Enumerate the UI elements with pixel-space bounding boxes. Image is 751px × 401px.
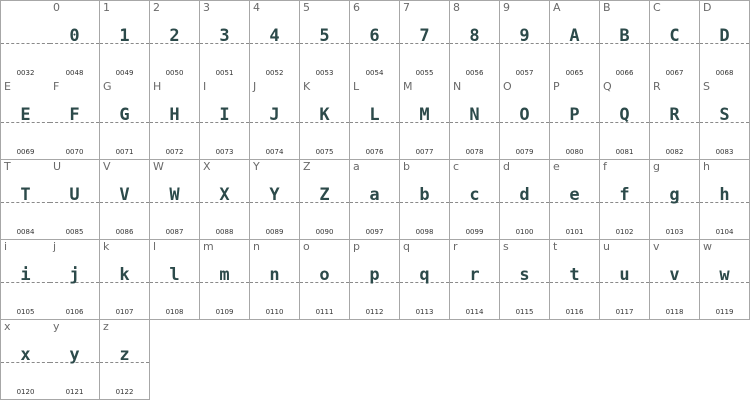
glyph-cell	[700, 160, 750, 240]
glyph-label: N	[453, 80, 462, 93]
glyph-preview: a	[369, 185, 380, 205]
glyph-preview: k	[119, 265, 130, 285]
glyph-cell	[50, 160, 100, 240]
glyph-cell	[450, 80, 500, 160]
glyph-preview: e	[569, 185, 580, 205]
char-code: 0066	[615, 69, 634, 77]
char-code: 0098	[415, 228, 434, 236]
char-code: 0116	[565, 308, 584, 316]
char-code: 0114	[465, 308, 484, 316]
glyph-cell	[350, 160, 400, 240]
glyph-cell	[100, 240, 150, 320]
glyph-cell	[200, 160, 250, 240]
glyph-cell	[400, 0, 450, 81]
glyph-preview: j	[69, 265, 80, 285]
char-code: 0102	[615, 228, 634, 236]
glyph-cell	[500, 240, 550, 320]
glyph-label: k	[103, 240, 110, 253]
glyph-preview: p	[369, 265, 380, 285]
char-code: 0117	[615, 308, 634, 316]
glyph-preview: v	[669, 265, 680, 285]
glyph-cell	[400, 80, 450, 160]
glyph-label: W	[153, 160, 164, 173]
glyph-cell	[700, 80, 750, 160]
glyph-cell	[650, 80, 700, 160]
glyph-preview: S	[719, 105, 730, 125]
char-code: 0081	[615, 148, 634, 156]
glyph-label: 0	[53, 1, 60, 14]
char-code: 0112	[365, 308, 384, 316]
glyph-label: o	[303, 240, 310, 253]
glyph-cell	[300, 240, 350, 320]
glyph-label: t	[553, 240, 558, 253]
glyph-cell	[0, 0, 51, 81]
char-code: 0078	[465, 148, 484, 156]
char-code: 0090	[315, 228, 334, 236]
glyph-preview: c	[469, 185, 480, 205]
glyph-preview: F	[69, 105, 80, 125]
char-code: 0111	[315, 308, 334, 316]
glyph-label: U	[53, 160, 62, 173]
glyph-preview: B	[619, 26, 630, 46]
char-code: 0050	[165, 69, 184, 77]
glyph-label: a	[353, 160, 360, 173]
glyph-preview: P	[569, 105, 580, 125]
char-code: 0075	[315, 148, 334, 156]
glyph-preview: h	[719, 185, 730, 205]
char-code: 0070	[65, 148, 84, 156]
char-code: 0087	[165, 228, 184, 236]
glyph-cell	[100, 80, 150, 160]
glyph-cell	[200, 80, 250, 160]
glyph-preview: J	[269, 105, 280, 125]
glyph-cell	[250, 160, 300, 240]
glyph-label: 9	[503, 1, 510, 14]
char-code: 0074	[265, 148, 284, 156]
glyph-preview: 5	[319, 26, 330, 46]
glyph-cell	[250, 240, 300, 320]
char-code: 0077	[415, 148, 434, 156]
glyph-cell	[100, 0, 150, 81]
glyph-cell	[400, 160, 450, 240]
glyph-label: z	[103, 320, 109, 333]
char-code: 0069	[16, 148, 35, 156]
glyph-cell	[600, 0, 650, 81]
char-code: 0083	[715, 148, 734, 156]
glyph-cell	[350, 0, 400, 81]
baseline-guide	[1, 43, 50, 44]
char-code: 0082	[665, 148, 684, 156]
char-code: 0085	[65, 228, 84, 236]
glyph-preview: X	[219, 185, 230, 205]
glyph-cell	[600, 160, 650, 240]
char-code: 0051	[215, 69, 234, 77]
glyph-preview: 8	[469, 26, 480, 46]
glyph-preview: L	[369, 105, 380, 125]
glyph-label: B	[603, 1, 611, 14]
glyph-preview: g	[669, 185, 680, 205]
glyph-preview: 2	[169, 26, 180, 46]
glyph-preview: 7	[419, 26, 430, 46]
char-code: 0032	[16, 69, 35, 77]
glyph-label: F	[53, 80, 60, 93]
glyph-preview: o	[319, 265, 330, 285]
glyph-preview: O	[519, 105, 530, 125]
char-code: 0048	[65, 69, 84, 77]
glyph-label: R	[653, 80, 661, 93]
glyph-cell	[200, 240, 250, 320]
glyph-preview: n	[269, 265, 280, 285]
glyph-preview: K	[319, 105, 330, 125]
char-code: 0052	[265, 69, 284, 77]
glyph-cell	[0, 160, 51, 240]
glyph-cell	[50, 80, 100, 160]
char-code: 0055	[415, 69, 434, 77]
glyph-preview: Q	[619, 105, 630, 125]
glyph-label: 5	[303, 1, 310, 14]
glyph-label: G	[103, 80, 112, 93]
glyph-label: T	[4, 160, 11, 173]
glyph-preview: s	[519, 265, 530, 285]
glyph-label: i	[4, 240, 8, 253]
glyph-cell	[150, 80, 200, 160]
glyph-cell	[300, 160, 350, 240]
glyph-preview: W	[169, 185, 180, 205]
glyph-label: O	[503, 80, 512, 93]
char-code: 0101	[565, 228, 584, 236]
glyph-cell	[500, 80, 550, 160]
glyph-label: V	[103, 160, 111, 173]
glyph-cell	[450, 240, 500, 320]
glyph-preview: Z	[319, 185, 330, 205]
glyph-label: v	[653, 240, 660, 253]
glyph-label: M	[403, 80, 413, 93]
glyph-preview: b	[419, 185, 430, 205]
char-code: 0120	[16, 388, 35, 396]
glyph-cell	[650, 240, 700, 320]
glyph-cell	[300, 0, 350, 81]
glyph-preview: z	[119, 345, 130, 365]
glyph-cell	[50, 240, 100, 320]
glyph-label: D	[703, 1, 712, 14]
glyph-preview: m	[219, 265, 230, 285]
char-code: 0109	[215, 308, 234, 316]
glyph-label: H	[153, 80, 162, 93]
char-code: 0086	[115, 228, 134, 236]
glyph-label: I	[203, 80, 207, 93]
char-code: 0056	[465, 69, 484, 77]
glyph-label: g	[653, 160, 660, 173]
glyph-label: Y	[253, 160, 260, 173]
char-code: 0076	[365, 148, 384, 156]
glyph-label: s	[503, 240, 509, 253]
glyph-cell	[100, 320, 150, 400]
char-code: 0073	[215, 148, 234, 156]
glyph-preview: u	[619, 265, 630, 285]
char-code: 0100	[515, 228, 534, 236]
glyph-preview: C	[669, 26, 680, 46]
glyph-label: 7	[403, 1, 410, 14]
glyph-label: b	[403, 160, 410, 173]
char-code: 0121	[65, 388, 84, 396]
char-code: 0107	[115, 308, 134, 316]
glyph-cell	[150, 0, 200, 81]
glyph-label: 6	[353, 1, 360, 14]
glyph-label: S	[703, 80, 710, 93]
glyph-cell	[400, 240, 450, 320]
char-code: 0088	[215, 228, 234, 236]
glyph-label: 2	[153, 1, 160, 14]
char-code: 0122	[115, 388, 134, 396]
char-code: 0119	[715, 308, 734, 316]
glyph-label: e	[553, 160, 560, 173]
glyph-cell	[250, 80, 300, 160]
glyph-cell	[350, 240, 400, 320]
char-code: 0103	[665, 228, 684, 236]
char-code: 0113	[415, 308, 434, 316]
glyph-cell	[650, 160, 700, 240]
glyph-label: 3	[203, 1, 210, 14]
glyph-cell	[700, 0, 750, 81]
glyph-cell	[0, 80, 51, 160]
glyph-label: E	[4, 80, 11, 93]
glyph-preview: G	[119, 105, 130, 125]
char-code: 0099	[465, 228, 484, 236]
glyph-label: C	[653, 1, 661, 14]
glyph-preview: t	[569, 265, 580, 285]
glyph-cell	[550, 0, 600, 81]
glyph-label: q	[403, 240, 410, 253]
glyph-label: c	[453, 160, 460, 173]
glyph-preview: N	[469, 105, 480, 125]
glyph-preview: r	[469, 265, 480, 285]
glyph-cell	[50, 320, 100, 400]
char-code: 0115	[515, 308, 534, 316]
glyph-label: h	[703, 160, 710, 173]
glyph-preview: Y	[269, 185, 280, 205]
glyph-cell	[550, 240, 600, 320]
glyph-preview: d	[519, 185, 530, 205]
glyph-cell	[200, 0, 250, 81]
glyph-preview: 6	[369, 26, 380, 46]
glyph-label: J	[253, 80, 257, 93]
glyph-preview: 0	[69, 26, 80, 46]
glyph-label: L	[353, 80, 360, 93]
char-code: 0089	[265, 228, 284, 236]
glyph-preview: A	[569, 26, 580, 46]
glyph-cell	[0, 320, 51, 400]
char-code: 0080	[565, 148, 584, 156]
char-code: 0106	[65, 308, 84, 316]
glyph-preview: 4	[269, 26, 280, 46]
char-code: 0067	[665, 69, 684, 77]
glyph-label: w	[703, 240, 712, 253]
glyph-cell	[300, 80, 350, 160]
glyph-cell	[250, 0, 300, 81]
glyph-preview: U	[69, 185, 80, 205]
glyph-label: j	[53, 240, 57, 253]
glyph-label: f	[603, 160, 607, 173]
char-code: 0071	[115, 148, 134, 156]
glyph-preview: E	[20, 105, 31, 125]
glyph-preview: T	[20, 185, 31, 205]
glyph-label: y	[53, 320, 60, 333]
glyph-label: m	[203, 240, 214, 253]
glyph-preview: I	[219, 105, 230, 125]
glyph-cell	[150, 160, 200, 240]
glyph-preview: 1	[119, 26, 130, 46]
char-code: 0105	[16, 308, 35, 316]
glyph-cell	[700, 240, 750, 320]
glyph-cell	[0, 240, 51, 320]
char-code: 0057	[515, 69, 534, 77]
char-code: 0104	[715, 228, 734, 236]
glyph-cell	[500, 0, 550, 81]
glyph-label: r	[453, 240, 458, 253]
glyph-label: p	[353, 240, 360, 253]
glyph-label: K	[303, 80, 311, 93]
glyph-preview: x	[20, 345, 31, 365]
glyph-preview: f	[619, 185, 630, 205]
glyph-preview: D	[719, 26, 730, 46]
char-code: 0084	[16, 228, 35, 236]
glyph-label: 8	[453, 1, 460, 14]
char-code: 0054	[365, 69, 384, 77]
char-code: 0053	[315, 69, 334, 77]
glyph-label: n	[253, 240, 260, 253]
glyph-preview: q	[419, 265, 430, 285]
glyph-preview: V	[119, 185, 130, 205]
glyph-label: 4	[253, 1, 260, 14]
glyph-cell	[100, 160, 150, 240]
char-code: 0097	[365, 228, 384, 236]
char-code: 0108	[165, 308, 184, 316]
glyph-preview: w	[719, 265, 730, 285]
glyph-label: P	[553, 80, 560, 93]
glyph-label: Z	[303, 160, 311, 173]
glyph-preview: 3	[219, 26, 230, 46]
glyph-cell	[600, 80, 650, 160]
glyph-cell	[150, 240, 200, 320]
char-code: 0110	[265, 308, 284, 316]
char-code: 0065	[565, 69, 584, 77]
char-code: 0068	[715, 69, 734, 77]
glyph-label: x	[4, 320, 11, 333]
glyph-cell	[500, 160, 550, 240]
glyph-cell	[350, 80, 400, 160]
glyph-preview: l	[169, 265, 180, 285]
glyph-label: d	[503, 160, 510, 173]
glyph-preview: H	[169, 105, 180, 125]
glyph-cell	[550, 80, 600, 160]
glyph-preview: y	[69, 345, 80, 365]
glyph-cell	[450, 160, 500, 240]
glyph-cell	[650, 0, 700, 81]
glyph-label: 1	[103, 1, 110, 14]
glyph-preview: M	[419, 105, 430, 125]
glyph-label: X	[203, 160, 211, 173]
glyph-cell	[550, 160, 600, 240]
glyph-preview: i	[20, 265, 31, 285]
glyph-label: u	[603, 240, 610, 253]
glyph-cell	[450, 0, 500, 81]
glyph-cell	[600, 240, 650, 320]
char-code: 0072	[165, 148, 184, 156]
char-code: 0049	[115, 69, 134, 77]
char-code: 0118	[665, 308, 684, 316]
glyph-cell	[50, 0, 100, 81]
glyph-preview: R	[669, 105, 680, 125]
glyph-label: Q	[603, 80, 612, 93]
glyph-preview: 9	[519, 26, 530, 46]
glyph-label: A	[553, 1, 561, 14]
glyph-label: l	[153, 240, 157, 253]
char-code: 0079	[515, 148, 534, 156]
